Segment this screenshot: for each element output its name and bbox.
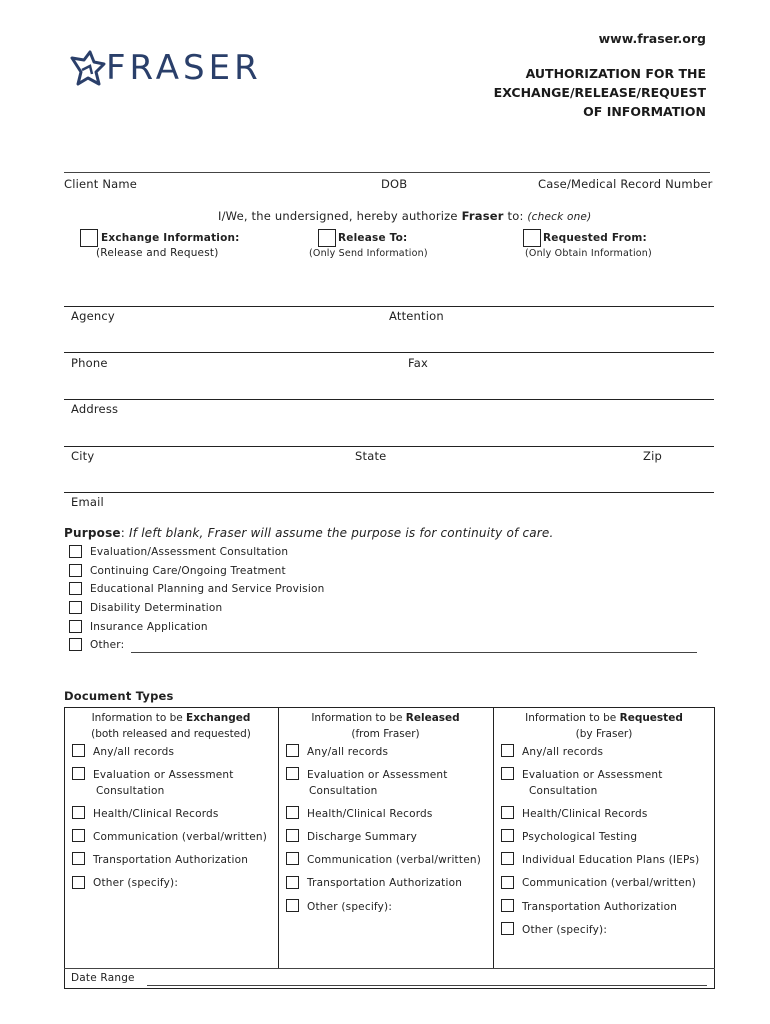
released-item: Transportation Authorization (307, 877, 463, 889)
requested-item: Individual Education Plans (IEPs) (522, 854, 700, 866)
purpose-checkbox[interactable] (69, 582, 82, 595)
exchanged-item: Health/Clinical Records (93, 808, 219, 820)
requested-column-header (493, 710, 715, 742)
address-label: Address (71, 402, 119, 416)
exchanged-head-bold: Exchanged (186, 712, 251, 724)
requested-item: Any/all records (522, 746, 604, 758)
purpose-checkbox[interactable] (69, 545, 82, 558)
exchange-checkbox[interactable] (80, 229, 98, 247)
exchanged-item-checkbox[interactable] (72, 876, 85, 889)
purpose-option: Evaluation/Assessment Consultation (90, 546, 289, 558)
released-item: Communication (verbal/written) (307, 854, 482, 866)
authorize-prefix: I/We, the undersigned, hereby authorize (218, 209, 462, 223)
purpose-option: Educational Planning and Service Provision (90, 583, 325, 595)
exchanged-item-checkbox[interactable] (72, 852, 85, 865)
star-logo-icon (68, 50, 108, 90)
exchanged-head-sub: (both released and requested) (91, 728, 251, 740)
client-name-label: Client Name (64, 177, 138, 191)
release-checkbox[interactable] (318, 229, 336, 247)
requested-item: Health/Clinical Records (522, 808, 648, 820)
agency-label: Agency (71, 309, 115, 323)
phone-line[interactable] (64, 352, 714, 353)
website-url: www.fraser.org (598, 31, 706, 46)
released-item-checkbox[interactable] (286, 899, 299, 912)
released-head-bold: Released (405, 712, 460, 724)
released-head-prefix: Information to be (311, 712, 406, 724)
released-item-checkbox[interactable] (286, 852, 299, 865)
requested-item-checkbox[interactable] (501, 767, 514, 780)
requested-item-checkbox[interactable] (501, 806, 514, 819)
exchanged-item: Transportation Authorization (93, 854, 249, 866)
date-range-line[interactable] (147, 985, 707, 986)
released-column-header (278, 710, 493, 742)
title-line-3: OF INFORMATION (583, 104, 706, 119)
record-number-label: Case/Medical Record Number (538, 177, 713, 191)
exchanged-head-prefix: Information to be (91, 712, 187, 724)
requested-item-checkbox[interactable] (501, 899, 514, 912)
purpose-checkbox[interactable] (69, 601, 82, 614)
requested-item-checkbox[interactable] (501, 744, 514, 757)
requested-head-prefix: Information to be (525, 712, 620, 724)
exchanged-item: Evaluation or Assessment (93, 769, 234, 781)
release-sublabel: (Only Send Information) (309, 248, 428, 259)
requested-item: Evaluation or Assessment (522, 769, 663, 781)
released-item-line2: Consultation (309, 785, 378, 797)
purpose-checkbox[interactable] (69, 620, 82, 633)
released-item: Evaluation or Assessment (307, 769, 448, 781)
purpose-option: Other: (90, 639, 125, 651)
requested-item-checkbox[interactable] (501, 852, 514, 865)
title-line-1: AUTHORIZATION FOR THE (525, 66, 706, 81)
released-item-checkbox[interactable] (286, 744, 299, 757)
exchanged-item: Communication (verbal/written) (93, 831, 268, 843)
exchanged-item-checkbox[interactable] (72, 767, 85, 780)
requested-item: Other (specify): (522, 924, 608, 936)
purpose-checkbox[interactable] (69, 638, 82, 651)
exchanged-item-checkbox[interactable] (72, 744, 85, 757)
authorize-org: Fraser (461, 209, 504, 223)
requested-head-sub: (by Fraser) (575, 728, 633, 740)
exchanged-item: Other (specify): (93, 877, 179, 889)
requested-item: Psychological Testing (522, 831, 638, 843)
released-item-checkbox[interactable] (286, 767, 299, 780)
released-item: Discharge Summary (307, 831, 418, 843)
exchanged-column-header (64, 710, 278, 742)
address-line[interactable] (64, 399, 714, 400)
authorize-note: (check one) (527, 211, 592, 223)
column-divider (493, 707, 494, 969)
exchange-label: Exchange Information: (101, 232, 240, 244)
released-head-sub: (from Fraser) (351, 728, 420, 740)
exchanged-item-checkbox[interactable] (72, 806, 85, 819)
zip-label: Zip (643, 449, 662, 463)
released-item: Other (specify): (307, 901, 393, 913)
released-item-checkbox[interactable] (286, 829, 299, 842)
requested-item: Transportation Authorization (522, 901, 678, 913)
requested-head-bold: Requested (619, 712, 683, 724)
column-divider (278, 707, 279, 969)
requested-item-line2: Consultation (529, 785, 598, 797)
authorize-sentence (218, 209, 591, 223)
title-line-2: EXCHANGE/RELEASE/REQUEST (493, 85, 706, 100)
purpose-option: Continuing Care/Ongoing Treatment (90, 565, 286, 577)
exchanged-item: Any/all records (93, 746, 175, 758)
state-label: State (355, 449, 387, 463)
date-row-separator (64, 968, 715, 969)
release-label: Release To: (338, 232, 408, 244)
requested-label: Requested From: (543, 232, 647, 244)
email-line[interactable] (64, 492, 714, 493)
purpose-other-line[interactable] (131, 652, 697, 653)
purpose-checkbox[interactable] (69, 564, 82, 577)
purpose-note: If left blank, Fraser will assume the purpose is for continuity of care. (129, 526, 554, 540)
phone-label: Phone (71, 356, 108, 370)
released-item-checkbox[interactable] (286, 876, 299, 889)
released-item: Health/Clinical Records (307, 808, 433, 820)
logo-wordmark: FRASER (106, 48, 262, 88)
requested-item: Communication (verbal/written) (522, 877, 697, 889)
dob-label: DOB (381, 177, 408, 191)
authorize-suffix: to: (503, 209, 528, 223)
form-title (494, 64, 706, 121)
city-line[interactable] (64, 446, 714, 447)
fax-label: Fax (408, 356, 429, 370)
exchanged-item-line2: Consultation (96, 785, 165, 797)
document-types-heading: Document Types (64, 689, 174, 703)
exchange-sublabel: (Release and Request) (96, 247, 219, 259)
purpose-heading: Purpose: If left blank, Fraser will assume the purpose is for continuity of care. (64, 526, 554, 540)
requested-checkbox[interactable] (523, 229, 541, 247)
agency-line[interactable] (64, 306, 714, 307)
released-item-checkbox[interactable] (286, 806, 299, 819)
requested-item-checkbox[interactable] (501, 876, 514, 889)
city-label: City (71, 449, 95, 463)
date-range-label: Date Range (71, 972, 135, 984)
requested-sublabel: (Only Obtain Information) (525, 248, 652, 259)
purpose-option: Disability Determination (90, 602, 223, 614)
requested-item-checkbox[interactable] (501, 922, 514, 935)
client-info-line[interactable] (64, 172, 710, 173)
requested-item-checkbox[interactable] (501, 829, 514, 842)
purpose-label: Purpose (64, 526, 121, 540)
purpose-option: Insurance Application (90, 621, 208, 633)
released-item: Any/all records (307, 746, 389, 758)
exchanged-item-checkbox[interactable] (72, 829, 85, 842)
attention-label: Attention (389, 309, 444, 323)
email-label: Email (71, 495, 104, 509)
